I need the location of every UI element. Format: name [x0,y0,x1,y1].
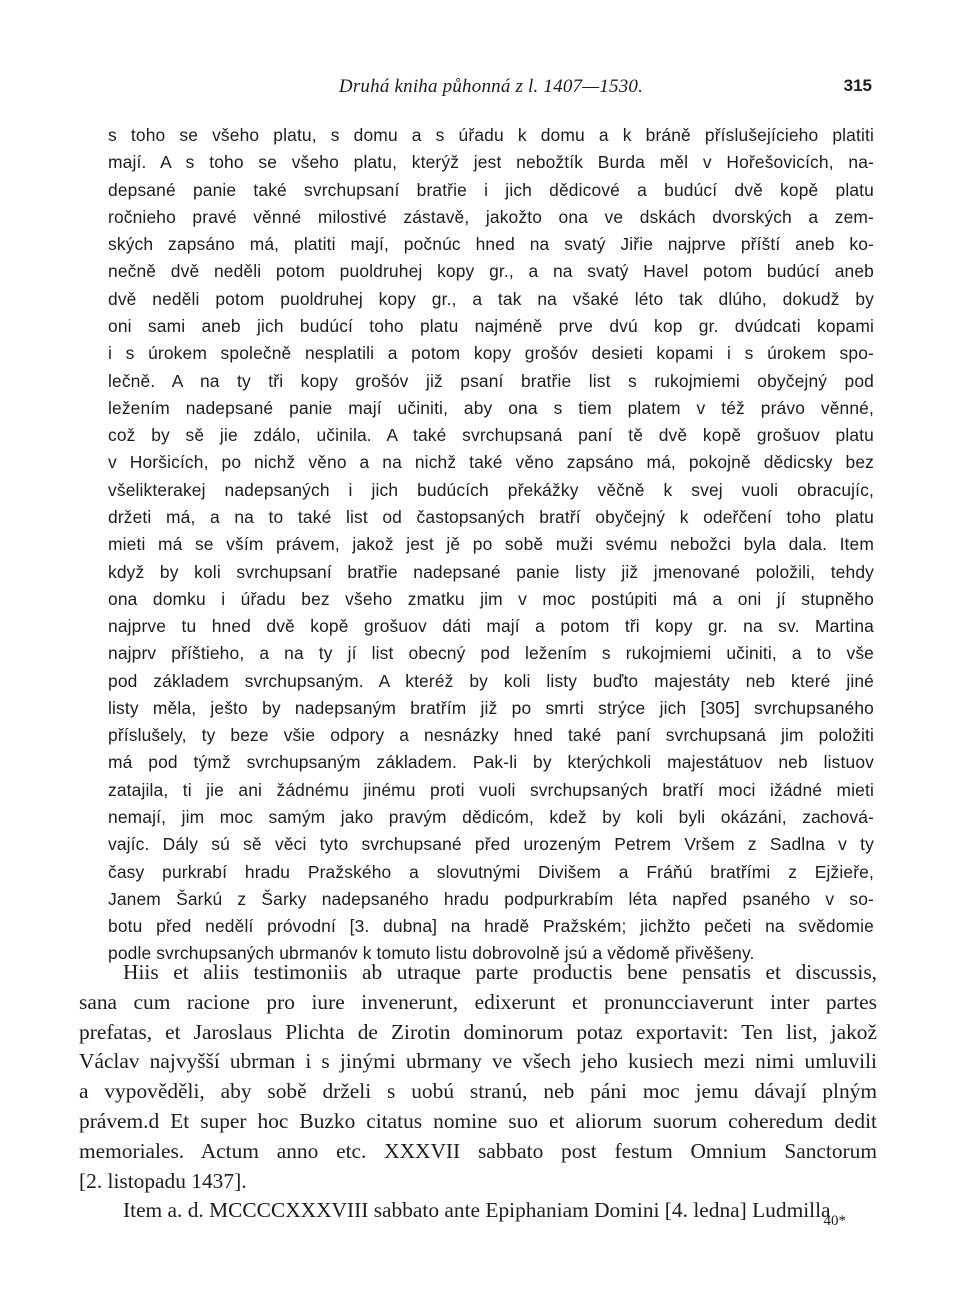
text-line: oni sami aneb jich budúcí toho platu najméně prve dvú kop gr. dvúdcati kopami [108,315,874,336]
signature-mark: 40* [823,1213,846,1229]
text-line: nečně dvě neděli potom puoldruhej kopy gr., a na svatý Havel potom budúcí aneb [108,261,874,282]
text-line: v Horšicích, po nichž věno a na nichž také věno zapsáno má, pokojně dědicsky bez [108,452,874,473]
text-line: podle svrchupsaných ubrmanóv k tomuto listu dobrovolně jsú a vědomě přivěšeny. [108,943,755,964]
text-line: všelikterakej nadepsaných i jich budúcích překážky věčně k svej vuoli obracujíc, [108,479,874,500]
text-line: [2. listopadu 1437]. [79,1168,247,1193]
text-line: když by koli svrchupsaní bratřie nadepsané panie listy již jmenované položili, tehdy [108,561,874,582]
text-line: listy měla, ješto by nadepsaným bratřím již po smrti strýce jich [305] svrchupsaného [108,697,874,718]
text-line: držeti má, a na to také list od častopsaných bratří obyčejný k odeřčení toho platu [108,506,874,527]
text-line: lečně. A na ty tři kopy grošóv již psaní bratřie list s rukojmiemi obyčejný pod [108,370,874,391]
text-line: i s úrokem společně nesplatili a potom kopy grošóv desieti kopami i s úrokem spo- [108,343,874,364]
text-line: Hiis et aliis testimoniis ab utraque parte productis bene pensatis et discussis, [123,960,877,984]
text-line: ležením nadepsané panie mají učiniti, aby ona s tiem platem v též právo věnné, [108,397,874,418]
main-text-paragraph [79,958,877,1226]
text-line: a vypověděli, aby sobě drželi s uobú stranú, neb páni moc jemu dávají plným [79,1079,877,1104]
text-line: mají. A s toho se všeho platu, kterýž jest nebožtík Burda měl v Hořešovicích, na- [108,152,874,173]
text-line: ona domku i úřadu bez všeho zmatku jim v moc postúpiti má a oni jí stupněho [108,588,874,609]
text-line: vajíc. Dály sú sě věci tyto svrchupsané před urozeným Petrem Vršem z Sadlna v ty [108,834,874,855]
text-line: časy purkrabí hradu Pražského a slovutnými Divišem a Fráňú bratřími z Ejžieře, [108,861,874,882]
page-header [108,76,874,104]
small-print-paragraph [108,122,874,968]
text-line: prefatas, et Jaroslaus Plichta de Zirotin dominorum potaz exportavit: Ten list, jakož [79,1019,877,1044]
text-line: Item a. d. MCCCCXXXVIII sabbato ante Epiphaniam Domini [4. ledna] Ludmilla [123,1198,831,1223]
text-line: což by sě jie zdálo, učinila. A také svrchupsaná paní tě dvě kopě grošuov platu [108,425,874,446]
text-line: Václav najvyšší ubrman i s jinými ubrmany ve všech jeho kusiech mezi nimi umluvili [79,1049,877,1074]
text-line: depsané panie také svrchupsaní bratřie i jich dědicové a budúcí dvě kopě platu [108,179,874,200]
text-line: právem.d Et super hoc Buzko citatus nomine suo et aliorum suorum coheredum dedit [79,1108,877,1133]
text-line: najprv příštieho, a na ty jí list obecný pod ležením s rukojmiemi učiniti, a to vše [108,643,874,664]
text-line: pod základem svrchupsaným. A kteréž by koli listy buďto majestáty neb které jiné [108,670,874,691]
text-line: nemají, jim moc samým jako pravým dědicóm, kdež by koli byli okázáni, zachová- [108,807,874,828]
text-line: botu před nedělí próvodní [3. dubna] na hradě Pražském; jichžto pečeti na svědomie [108,916,874,937]
text-line: memoriales. Actum anno etc. XXXVII sabbato post festum Omnium Sanctorum [79,1138,877,1163]
page-number: 315 [843,76,872,95]
text-line: sana cum racione pro iure invenerunt, edixerunt et pronuncciaverunt inter partes [79,989,877,1014]
text-line: najprve tu hned dvě kopě grošuov dáti mají a potom tři kopy gr. na sv. Martina [108,616,874,637]
running-title: Druhá kniha půhonná z l. 1407—1530. [338,76,644,97]
text-line: mieti má se vším právem, jakož jest jě po sobě muži svému nebožci byla dala. Item [108,534,874,555]
text-line: dvě neděli potom puoldruhej kopy gr., a tak na všaké léto tak dlúho, dokudž by [108,288,874,309]
text-line: má pod týmž svrchupsaným základem. Pak-li by kterýchkoli majestátuov neb listuov [108,752,874,773]
text-line: ských zapsáno má, platiti mají, počnúc hned na svatý Jiřie najprve příští aneb ko- [108,234,874,255]
text-line: příslušely, ty beze všie odpory a nesnázky hned také paní svrchupsaná jim položiti [108,725,874,746]
text-line: s toho se všeho platu, s domu a s úřadu k domu a k bráně příslušejícieho platiti [108,125,874,145]
text-line: zatajila, ti jie ani žádnému jinému proti vuoli svrchupsaných bratří moci ižádné mieti [108,779,874,800]
text-line: Janem Šarkú z Šarky nadepsaného hradu podpurkrabím léta napřed psaného v so- [108,888,874,909]
text-line: ročnieho pravé věnné milostivé zástavě, jakožto ona ve dskách dvorských a zem- [108,206,874,227]
